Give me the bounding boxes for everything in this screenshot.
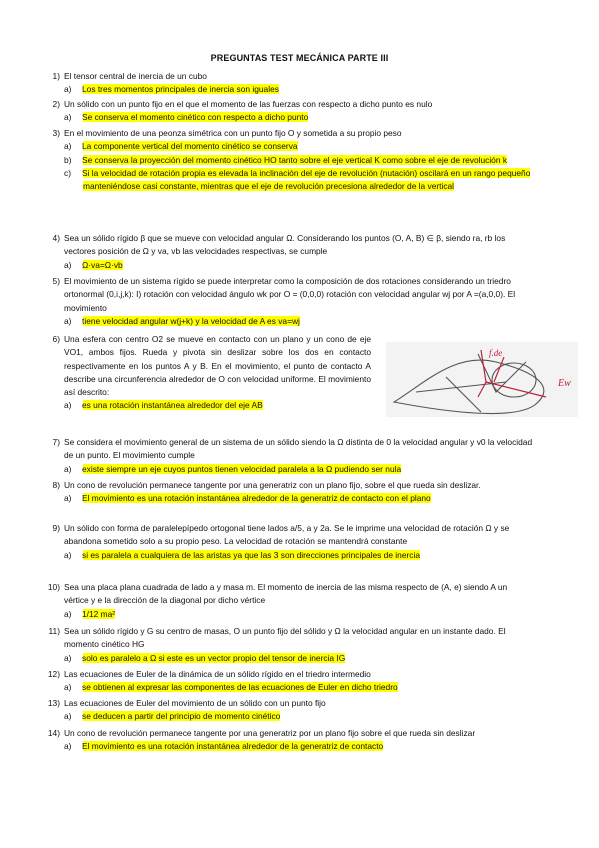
figure-label-fde: f.de [489,348,503,358]
answer-letter: a) [64,549,72,560]
answer [64,140,534,153]
question-3 [52,127,534,193]
question-text: Sea una placa plana cuadrada de lado a y masa m. El momento de inercia de las misma respecto de (A, e) siendo A un vértice y e la dirección de la diagonal por dicho vértice [64,582,508,606]
question-text: Sea un sólido rígido β que se mueve con velocidad angular Ω. Considerando los puntos (O, A, B) ∈ β, siendo ra, rb los vectores posición de Ω y va, vb las velocidades respectivas, se cumple [64,233,506,257]
answer-text: Se conserva el momento cinético con respecto a dicho punto [82,112,309,123]
question-number: 1) [52,71,60,81]
answer [64,259,534,272]
question-number: 10) [47,582,60,592]
answer-text: Se conserva la proyección del momento cinético HO tanto sobre el eje vertical K como sobre el eje de revolución k [82,154,508,165]
answer-text: Los tres momentos principales de inercia son iguales [82,84,279,95]
answer-letter: a) [64,652,72,663]
question-4 [52,232,534,272]
question-14 [47,727,534,754]
question-number: 4) [52,233,60,243]
question-6 [52,333,371,413]
answer [64,740,534,753]
question-number: 6) [52,334,60,344]
question-number: 11) [48,626,60,636]
answer-letter: b) [64,154,72,165]
answer-text: se deducen a partir del principio de momento cinético [82,711,281,722]
answer-letter: a) [64,493,72,504]
question-text: Las ecuaciones de Euler de la dinámica de un sólido rígido en el triedro intermedio [64,669,371,679]
answer [64,154,534,167]
sketch-figure [386,342,578,417]
question-number: 3) [52,128,60,138]
answer [64,681,534,694]
answer-letter: a) [64,400,72,411]
question-number: 5) [52,276,60,286]
answer [64,167,534,194]
answer-letter: a) [64,112,72,123]
question-text: Una esfera con centro O2 se mueve en contacto con un plano y un cono de eje VO1, ambos fijos. Rueda y pivota sin deslizar sobre los dos en contacto respectivamente en los puntos A y B. En el movimiento, el punto de contacto A describe una circunferencia alrededor de O con velocidad uniforme. El movimiento así descrito: [64,334,371,398]
answer-text: se obtienen al expresar las componentes de las ecuaciones de Euler en dicho triedro [82,682,398,693]
answer [64,111,534,124]
question-8 [52,479,534,506]
answer [64,492,534,505]
answer-letter: a) [64,315,72,326]
answer-letter: a) [64,259,72,270]
answer-letter: a) [64,608,72,619]
answer [64,315,534,328]
question-text: Sea un sólido rígido y G su centro de masas, O un punto fijo del sólido y Ω la velocidad angular en un instante dado. El momento cinético HG [64,626,506,650]
question-10 [47,581,534,621]
question-2 [52,98,534,125]
question-text: Un cono de revolución permanece tangente por una generatriz con un plano fijo, sobre el que rueda sin deslizar. [64,480,481,490]
question-text: Las ecuaciones de Euler del movimiento de un sólido con un punto fijo [64,698,326,708]
question-number: 2) [52,99,60,109]
answer-letter: a) [64,682,72,693]
answer-text: tiene velocidad angular w(j+k) y la velocidad de A es va=wj [82,315,300,326]
answer-text: El movimiento es una rotación instantánea alrededor de la generatriz de contacto [82,741,384,752]
question-1 [52,70,534,97]
question-text: Se considera el movimiento general de un sistema de un sólido siendo la Ω distinta de 0 la velocidad angular y v0 la velocidad de un punto. El movimiento cumple [64,437,533,461]
answer-text: 1/12 ma² [82,608,116,619]
answer [64,399,371,412]
answer-text: es una rotación instantánea alrededor del eje AB [82,400,263,411]
question-9 [52,522,534,562]
answer-letter: c) [64,167,71,178]
answer [64,652,534,665]
figure-label-ew: Ew [558,378,571,389]
answer [64,83,534,96]
answer-text: solo es paralelo a Ω si este es un vector propio del tensor de inercia IG [82,652,346,663]
question-11 [48,625,534,665]
question-text: Un cono de revolución permanece tangente por una generatriz por un plano fijo sobre el que rueda sin deslizar [64,728,476,738]
answer [64,710,534,723]
answer-letter: a) [64,141,72,152]
answer-letter: a) [64,84,72,95]
answer [64,463,534,476]
question-number: 12) [47,669,60,679]
question-13 [47,697,534,724]
question-number: 9) [52,523,60,533]
question-number: 8) [52,480,60,490]
answer-text: Si la velocidad de rotación propia es elevada la inclinación del eje de revolución (nutación) oscilará en un rango pequeño manteniéndose casi constante, mientras que el eje de revolución precesiona alrededor de la vertical [82,167,531,192]
question-number: 14) [47,728,60,738]
answer-text: si es paralela a cualquiera de las aristas ya que las 3 son direcciones principales de inercia [82,549,420,560]
question-number: 13) [47,698,60,708]
answer-letter: a) [64,741,72,752]
question-text: Un sólido con forma de paralelepípedo ortogonal tiene lados a/5, a y 2a. Se le imprime una velocidad de rotación Ω y se abandona sometido solo a su propio peso. La velocidad de rotación se mantendrá constante [64,523,510,547]
question-text: El tensor central de inercia de un cubo [64,71,207,81]
answer [64,608,534,621]
question-text: Un sólido con un punto fijo en el que el momento de las fuerzas con respecto a dicho punto es nulo [64,99,433,109]
answer [64,549,534,562]
question-12 [47,668,534,695]
answer-text: existe siempre un eje cuyos puntos tienen velocidad paralela a la Ω pudiendo ser nula [82,463,402,474]
answer-letter: a) [64,463,72,474]
answer-text: La componente vertical del momento cinético se conserva [82,141,298,152]
page-title: PREGUNTAS TEST MECÁNICA PARTE III [210,53,389,63]
answer-text: El movimiento es una rotación instantánea alrededor de la generatriz de contacto con el plano [82,493,431,504]
answer-letter: a) [64,711,72,722]
answer-text: Ω·va=Ω·vb [82,259,123,270]
question-5 [52,275,534,328]
question-text: En el movimiento de una peonza simétrica con un punto fijo O y sometida a su propio peso [64,128,402,138]
question-7 [52,436,534,476]
question-text: El movimiento de un sistema rígido se puede interpretar como la composición de dos rotaciones considerando un triedro ortonormal (0,i,j,k): I) rotación con velocidad ángulo wk por O = (0,0,0) rotación con velocidad angular wj por A =(a,0,0). El movimiento [64,276,516,313]
question-number: 7) [52,437,60,447]
